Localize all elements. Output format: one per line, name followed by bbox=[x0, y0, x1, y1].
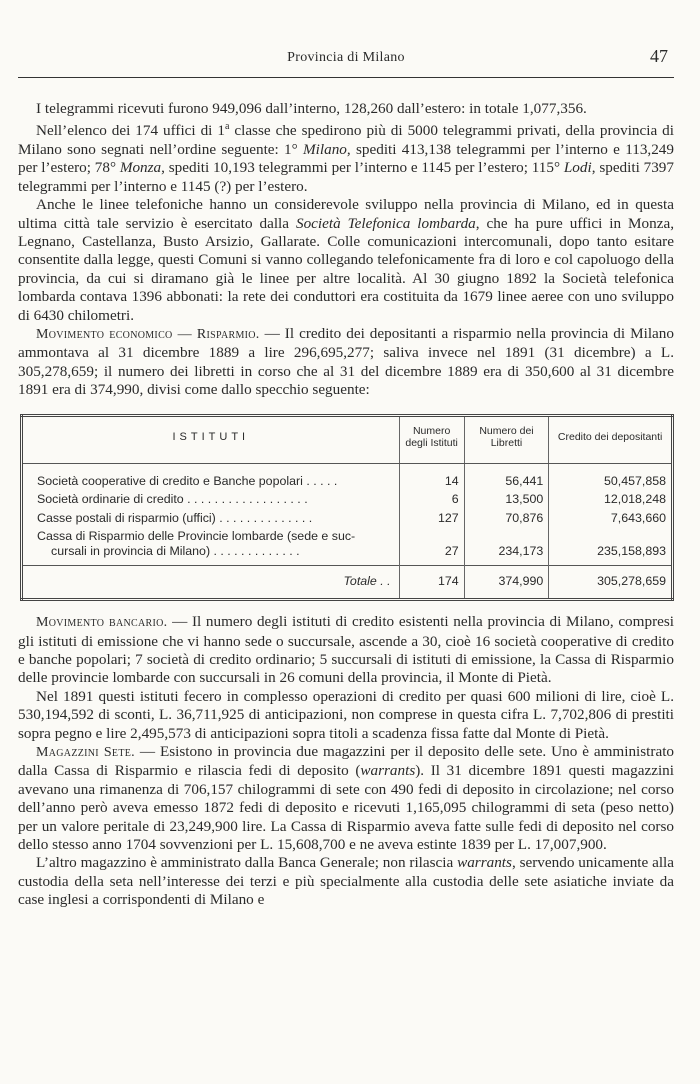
body-text bbox=[18, 100, 674, 910]
savings-table bbox=[20, 414, 674, 602]
paragraph-credit-operations: Nel 1891 questi istituti fecero in complesso operazioni di credito per quasi 600 milioni di lire, cioè L. 530,194,592 di sconti, L. 36,711,925 di anticipazioni, non comprese in questa cifra L. 7,702,806 di prestiti sopra pegno e lire 2,495,573 di anticipazioni sopra titoli a scadenza fissa fatte dal Monte di Pietà. bbox=[18, 687, 674, 742]
savings-table-wrapper bbox=[20, 414, 674, 602]
row-credito: 12,018,248 bbox=[549, 490, 673, 509]
section-heading-silk: Magazzini Sete. bbox=[36, 744, 135, 760]
total-libretti: 374,990 bbox=[464, 565, 549, 600]
col-header-numero-istituti: Numero degli Istituti bbox=[399, 415, 464, 463]
col-header-credito: Credito dei depositanti bbox=[549, 415, 673, 463]
paragraph-telephone: Anche le linee telefoniche hanno un considerevole sviluppo nella provincia di Milano, ed in questa ultima città tale servizio è esercitato dalla Società Telefonica lombarda, che ha pure uffici in Monza, Legnano, Castellanza, Busto Arsizio, Gallarate. Colle comunicazioni intercomunali, dopo tanto esitare consentite dalla legge, questi Comuni si vanno collegando telefonicamente fra di loro e col capoluogo della provincia, da cui si diramano già le linee per altre località. Al 30 giugno 1892 la Società telefonica lombarda contava 1396 abbonati: la rete dei conduttori era costituita da 1679 linee aeree con uno sviluppo di 6430 chilometri. bbox=[18, 196, 675, 324]
table-row bbox=[22, 490, 673, 509]
paragraph-banking: Movimento bancario. — Il numero degli istituti di credito esistenti nella provincia di Milano, compresi gli istituti di emissione che vi hanno sede o succursale, ascende a 30, cioè 16 società cooperative di credito e banche popolari; 7 società di credito ordinario; 5 succursali di istituti di emissione, la Cassa di Risparmio delle provincie lombarde con succursali in 26 comuni della provincia, il Monte di Pietà. bbox=[18, 613, 674, 687]
total-label: Totale . . bbox=[22, 565, 400, 600]
row-istituti: 6 bbox=[399, 490, 464, 509]
row-istituti: 127 bbox=[399, 509, 464, 528]
total-istituti: 174 bbox=[399, 565, 464, 600]
paragraph-other-warehouse: L’altro magazzino è amministrato dalla Banca Generale; non rilascia warrants, servendo unicamente alla custodia della seta nell’interesse dei terzi e più specialmente alla custodia delle sete asiatiche inviate da case inglesi a corrispondenti di Milano e bbox=[18, 854, 675, 909]
row-credito: 50,457,858 bbox=[549, 463, 673, 490]
page-number: 47 bbox=[650, 46, 668, 66]
row-libretti: 56,441 bbox=[464, 463, 549, 490]
col-header-numero-libretti: Numero dei Libretti bbox=[464, 415, 549, 463]
total-credito: 305,278,659 bbox=[549, 565, 673, 600]
row-libretti: 70,876 bbox=[464, 509, 549, 528]
row-credito: 7,643,660 bbox=[549, 509, 673, 528]
table-total-row bbox=[22, 565, 673, 600]
row-istituti: 14 bbox=[399, 463, 464, 490]
row-istituti: 27 bbox=[399, 527, 464, 565]
row-libretti: 234,173 bbox=[464, 527, 549, 565]
paragraph-offices: Nell’elenco dei 174 uffici di 1$^a$ classe che spedirono più di 5000 telegrammi privati, della provincia di Milano sono segnati nell’ordine seguente: 1° Milano, spediti 413,138 telegrammi per l’interno e 113,249 per l’estero; 78° Monza, spediti 10,193 telegrammi per l’interno e 1145 per l’estero; 115° Lodi, spediti 7397 telegrammi per l’interno e 1145 (?) per l’estero. bbox=[18, 121, 674, 195]
paragraph-telegrams: I telegrammi ricevuti furono 949,096 dall’interno, 128,260 dall’estero: in totale 1,077,356. bbox=[36, 100, 587, 117]
row-credito: 235,158,893 bbox=[549, 527, 673, 565]
row-name: Cassa di Risparmio delle Provincie lombarde (sede e suc- cursali in provincia di Milano) . . . . . . . . . . . . . bbox=[37, 529, 356, 558]
section-heading-banking: Movimento bancario. bbox=[36, 615, 168, 631]
table-row bbox=[22, 509, 673, 528]
table-row bbox=[22, 463, 673, 490]
row-name: Casse postali di risparmio (uffici) . . . . . . . . . . . . . . bbox=[37, 510, 313, 525]
col-header-istituti: ISTITUTI bbox=[22, 415, 400, 463]
paragraph-silk-warehouses: Magazzini Sete. — Esistono in provincia due magazzini per il deposito delle sete. Uno è amministrato dalla Cassa di Risparmio e rilascia fedi di deposito (warrants). Il 31 dicembre 1891 questi magazzini avevano una rimanenza di 706,157 chilogrammi di sete con 490 fedi di deposito in circolazione; nel corso dell’anno però aveva emesso 1872 fedi di deposito e ricevuti 1,165,095 chilogrammi di seta (peso netto) per un valore peritale di 23,249,900 lire. La Cassa di Risparmio aveva fatte sulle fedi di deposito nel corso dello stesso anno 1704 sovvenzioni per L. 15,608,700 e ne aveva estinte 1839 per L. 17,007,900. bbox=[18, 742, 675, 853]
page-header bbox=[18, 0, 674, 78]
running-title: Provincia di Milano bbox=[287, 50, 405, 65]
row-name: Società cooperative di credito e Banche popolari . . . . . bbox=[37, 473, 338, 488]
section-heading-savings: Movimento economico — Risparmio. bbox=[36, 326, 260, 342]
row-name: Società ordinarie di credito . . . . . . . . . . . . . . . . . . bbox=[37, 492, 308, 507]
table-header-row bbox=[22, 415, 673, 463]
header-rule bbox=[18, 77, 674, 78]
paragraph-savings: Movimento economico — Risparmio. — Il credito dei depositanti a risparmio nella provincia di Milano ammontava al 31 dicembre 1889 a lire 296,695,277; saliva invece nel 1891 (31 dicembre) a L. 305,278,659; il numero dei libretti in corso che al 31 del dicembre 1889 era di 350,600 al 31 dicembre 1891 era di 374,990, divisi come dallo specchio seguente: bbox=[18, 324, 674, 399]
table-row bbox=[22, 527, 673, 565]
row-libretti: 13,500 bbox=[464, 490, 549, 509]
